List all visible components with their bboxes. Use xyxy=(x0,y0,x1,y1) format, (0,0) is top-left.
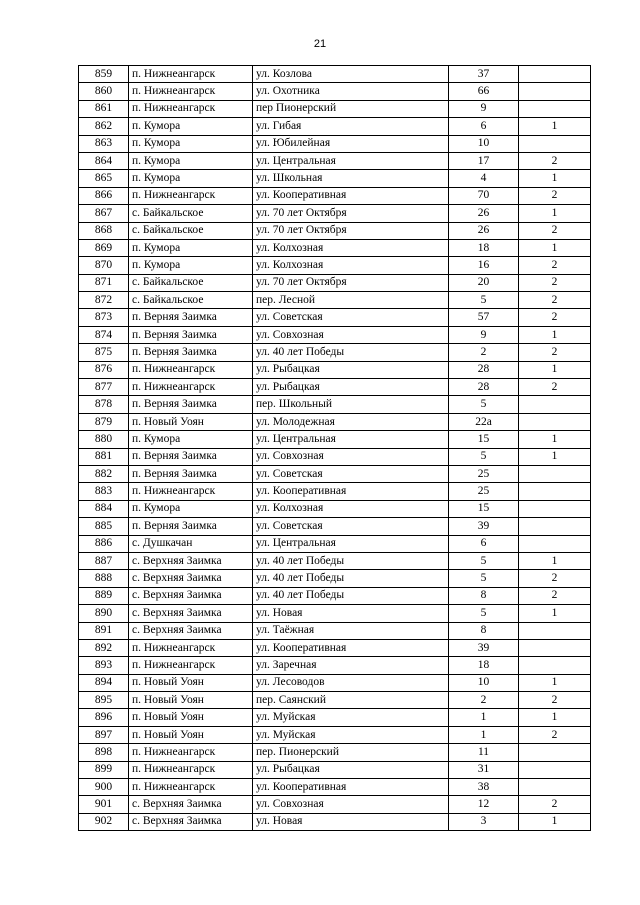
count-cell: 2 xyxy=(519,570,591,587)
house-number-cell: 5 xyxy=(449,448,519,465)
house-number-cell: 26 xyxy=(449,205,519,222)
count-cell: 1 xyxy=(519,448,591,465)
house-number-cell: 11 xyxy=(449,744,519,761)
street-cell: ул. Советская xyxy=(253,309,449,326)
row-number-cell: 898 xyxy=(79,744,129,761)
settlement-cell: п. Кумора xyxy=(129,239,253,256)
house-number-cell: 5 xyxy=(449,552,519,569)
house-number-cell: 5 xyxy=(449,396,519,413)
count-cell: 2 xyxy=(519,726,591,743)
settlement-cell: п. Верняя Заимка xyxy=(129,344,253,361)
settlement-cell: п. Кумора xyxy=(129,257,253,274)
table-row xyxy=(79,587,591,604)
count-cell xyxy=(519,396,591,413)
house-number-cell: 17 xyxy=(449,152,519,169)
row-number-cell: 861 xyxy=(79,100,129,117)
table-row xyxy=(79,674,591,691)
row-number-cell: 901 xyxy=(79,796,129,813)
row-number-cell: 866 xyxy=(79,187,129,204)
house-number-cell: 5 xyxy=(449,570,519,587)
row-number-cell: 894 xyxy=(79,674,129,691)
count-cell: 2 xyxy=(519,379,591,396)
street-cell: ул. Совхозная xyxy=(253,326,449,343)
settlement-cell: п. Новый Уоян xyxy=(129,413,253,430)
house-number-cell: 10 xyxy=(449,135,519,152)
house-number-cell: 15 xyxy=(449,500,519,517)
row-number-cell: 877 xyxy=(79,379,129,396)
street-cell: ул. Молодежная xyxy=(253,413,449,430)
house-number-cell: 1 xyxy=(449,709,519,726)
count-cell xyxy=(519,413,591,430)
table-row xyxy=(79,83,591,100)
row-number-cell: 860 xyxy=(79,83,129,100)
row-number-cell: 899 xyxy=(79,761,129,778)
table-row xyxy=(79,187,591,204)
count-cell: 1 xyxy=(519,674,591,691)
count-cell: 2 xyxy=(519,796,591,813)
house-number-cell: 8 xyxy=(449,622,519,639)
settlement-cell: с. Байкальское xyxy=(129,292,253,309)
count-cell: 1 xyxy=(519,205,591,222)
house-number-cell: 4 xyxy=(449,170,519,187)
street-cell: ул. 70 лет Октября xyxy=(253,222,449,239)
street-cell: ул. Колхозная xyxy=(253,239,449,256)
street-cell: ул. Козлова xyxy=(253,66,449,83)
house-number-cell: 39 xyxy=(449,518,519,535)
row-number-cell: 862 xyxy=(79,118,129,135)
street-cell: ул. Совхозная xyxy=(253,448,449,465)
street-cell: ул. 40 лет Победы xyxy=(253,570,449,587)
row-number-cell: 871 xyxy=(79,274,129,291)
street-cell: ул. Центральная xyxy=(253,152,449,169)
street-cell: ул. Охотника xyxy=(253,83,449,100)
count-cell: 2 xyxy=(519,692,591,709)
house-number-cell: 38 xyxy=(449,779,519,796)
settlement-cell: с. Байкальское xyxy=(129,205,253,222)
house-number-cell: 18 xyxy=(449,239,519,256)
settlement-cell: с. Верхняя Заимка xyxy=(129,587,253,604)
table-row xyxy=(79,500,591,517)
house-number-cell: 25 xyxy=(449,465,519,482)
count-cell xyxy=(519,535,591,552)
street-cell: ул. Колхозная xyxy=(253,257,449,274)
row-number-cell: 865 xyxy=(79,170,129,187)
row-number-cell: 864 xyxy=(79,152,129,169)
street-cell: пер. Пионерский xyxy=(253,744,449,761)
table-row xyxy=(79,761,591,778)
count-cell: 1 xyxy=(519,170,591,187)
settlement-cell: п. Нижнеангарск xyxy=(129,639,253,656)
count-cell: 1 xyxy=(519,431,591,448)
settlement-cell: с. Верхняя Заимка xyxy=(129,622,253,639)
house-number-cell: 9 xyxy=(449,100,519,117)
table-row xyxy=(79,431,591,448)
count-cell: 1 xyxy=(519,239,591,256)
row-number-cell: 893 xyxy=(79,657,129,674)
table-row xyxy=(79,779,591,796)
settlement-cell: п. Кумора xyxy=(129,152,253,169)
count-cell: 2 xyxy=(519,587,591,604)
row-number-cell: 902 xyxy=(79,813,129,830)
settlement-cell: п. Нижнеангарск xyxy=(129,779,253,796)
street-cell: ул. Рыбацкая xyxy=(253,361,449,378)
settlement-cell: с. Верхняя Заимка xyxy=(129,605,253,622)
table-row xyxy=(79,152,591,169)
settlement-cell: п. Верняя Заимка xyxy=(129,465,253,482)
street-cell: ул. 40 лет Победы xyxy=(253,552,449,569)
settlement-cell: с. Верхняя Заимка xyxy=(129,813,253,830)
settlement-cell: с. Душкачан xyxy=(129,535,253,552)
settlement-cell: п. Нижнеангарск xyxy=(129,83,253,100)
count-cell: 2 xyxy=(519,274,591,291)
count-cell xyxy=(519,500,591,517)
house-number-cell: 18 xyxy=(449,657,519,674)
table-row xyxy=(79,622,591,639)
table-row xyxy=(79,570,591,587)
street-cell: ул. Советская xyxy=(253,518,449,535)
count-cell xyxy=(519,639,591,656)
street-cell: ул. Советская xyxy=(253,465,449,482)
house-number-cell: 26 xyxy=(449,222,519,239)
count-cell xyxy=(519,66,591,83)
table-row xyxy=(79,135,591,152)
table-row xyxy=(79,274,591,291)
row-number-cell: 891 xyxy=(79,622,129,639)
house-number-cell: 10 xyxy=(449,674,519,691)
count-cell: 1 xyxy=(519,605,591,622)
street-cell: пер. Школьный xyxy=(253,396,449,413)
house-number-cell: 5 xyxy=(449,292,519,309)
table-row xyxy=(79,465,591,482)
count-cell xyxy=(519,518,591,535)
count-cell xyxy=(519,83,591,100)
house-number-cell: 9 xyxy=(449,326,519,343)
row-number-cell: 859 xyxy=(79,66,129,83)
house-number-cell: 37 xyxy=(449,66,519,83)
settlement-cell: п. Новый Уоян xyxy=(129,726,253,743)
table-row xyxy=(79,692,591,709)
row-number-cell: 883 xyxy=(79,483,129,500)
house-number-cell: 66 xyxy=(449,83,519,100)
row-number-cell: 900 xyxy=(79,779,129,796)
page-number: 21 xyxy=(313,38,327,50)
row-number-cell: 880 xyxy=(79,431,129,448)
settlement-cell: п. Нижнеангарск xyxy=(129,657,253,674)
street-cell: ул. 40 лет Победы xyxy=(253,344,449,361)
row-number-cell: 863 xyxy=(79,135,129,152)
house-number-cell: 6 xyxy=(449,118,519,135)
settlement-cell: п. Верняя Заимка xyxy=(129,326,253,343)
house-number-cell: 5 xyxy=(449,605,519,622)
house-number-cell: 2 xyxy=(449,692,519,709)
row-number-cell: 874 xyxy=(79,326,129,343)
row-number-cell: 896 xyxy=(79,709,129,726)
table-row xyxy=(79,326,591,343)
settlement-cell: п. Кумора xyxy=(129,118,253,135)
row-number-cell: 870 xyxy=(79,257,129,274)
row-number-cell: 868 xyxy=(79,222,129,239)
count-cell: 2 xyxy=(519,187,591,204)
house-number-cell: 2 xyxy=(449,344,519,361)
street-cell: ул. Таёжная xyxy=(253,622,449,639)
row-number-cell: 892 xyxy=(79,639,129,656)
row-number-cell: 872 xyxy=(79,292,129,309)
settlement-cell: п. Нижнеангарск xyxy=(129,187,253,204)
house-number-cell: 15 xyxy=(449,431,519,448)
house-number-cell: 39 xyxy=(449,639,519,656)
street-cell: ул. Кооперативная xyxy=(253,187,449,204)
settlement-cell: с. Верхняя Заимка xyxy=(129,570,253,587)
table-row xyxy=(79,796,591,813)
row-number-cell: 878 xyxy=(79,396,129,413)
table-row xyxy=(79,361,591,378)
house-number-cell: 57 xyxy=(449,309,519,326)
house-number-cell: 25 xyxy=(449,483,519,500)
row-number-cell: 890 xyxy=(79,605,129,622)
house-number-cell: 31 xyxy=(449,761,519,778)
count-cell: 2 xyxy=(519,152,591,169)
settlement-cell: п. Новый Уоян xyxy=(129,709,253,726)
row-number-cell: 888 xyxy=(79,570,129,587)
table-row xyxy=(79,448,591,465)
row-number-cell: 885 xyxy=(79,518,129,535)
house-number-cell: 12 xyxy=(449,796,519,813)
street-cell: ул. Совхозная xyxy=(253,796,449,813)
street-cell: ул. Рыбацкая xyxy=(253,761,449,778)
count-cell xyxy=(519,465,591,482)
settlement-cell: п. Нижнеангарск xyxy=(129,66,253,83)
street-cell: ул. Рыбацкая xyxy=(253,379,449,396)
house-number-cell: 8 xyxy=(449,587,519,604)
table-row xyxy=(79,100,591,117)
street-cell: пер Пионерский xyxy=(253,100,449,117)
table-row xyxy=(79,657,591,674)
street-cell: ул. Новая xyxy=(253,813,449,830)
row-number-cell: 884 xyxy=(79,500,129,517)
house-number-cell: 20 xyxy=(449,274,519,291)
house-number-cell: 6 xyxy=(449,535,519,552)
table-row xyxy=(79,813,591,830)
table-row xyxy=(79,257,591,274)
street-cell: ул. Кооперативная xyxy=(253,483,449,500)
settlement-cell: п. Кумора xyxy=(129,431,253,448)
settlement-cell: п. Нижнеангарск xyxy=(129,379,253,396)
count-cell: 2 xyxy=(519,222,591,239)
house-number-cell: 70 xyxy=(449,187,519,204)
table-row xyxy=(79,726,591,743)
street-cell: ул. Центральная xyxy=(253,535,449,552)
house-number-cell: 16 xyxy=(449,257,519,274)
street-cell: ул. Заречная xyxy=(253,657,449,674)
street-cell: ул. Муйская xyxy=(253,726,449,743)
settlement-cell: п. Новый Уоян xyxy=(129,692,253,709)
house-number-cell: 1 xyxy=(449,726,519,743)
settlement-cell: с. Верхняя Заимка xyxy=(129,796,253,813)
settlement-cell: с. Байкальское xyxy=(129,222,253,239)
table-row xyxy=(79,118,591,135)
row-number-cell: 897 xyxy=(79,726,129,743)
table-row xyxy=(79,309,591,326)
address-table-body xyxy=(79,66,591,831)
table-row xyxy=(79,239,591,256)
settlement-cell: п. Верняя Заимка xyxy=(129,396,253,413)
table-row xyxy=(79,344,591,361)
table-row xyxy=(79,66,591,83)
count-cell xyxy=(519,657,591,674)
row-number-cell: 867 xyxy=(79,205,129,222)
house-number-cell: 22а xyxy=(449,413,519,430)
count-cell xyxy=(519,779,591,796)
row-number-cell: 889 xyxy=(79,587,129,604)
count-cell: 2 xyxy=(519,344,591,361)
row-number-cell: 873 xyxy=(79,309,129,326)
row-number-cell: 875 xyxy=(79,344,129,361)
settlement-cell: п. Нижнеангарск xyxy=(129,483,253,500)
count-cell: 1 xyxy=(519,361,591,378)
row-number-cell: 882 xyxy=(79,465,129,482)
row-number-cell: 886 xyxy=(79,535,129,552)
settlement-cell: п. Нижнеангарск xyxy=(129,361,253,378)
street-cell: ул. 70 лет Октября xyxy=(253,205,449,222)
street-cell: ул. Юбилейная xyxy=(253,135,449,152)
row-number-cell: 887 xyxy=(79,552,129,569)
count-cell: 1 xyxy=(519,326,591,343)
house-number-cell: 28 xyxy=(449,379,519,396)
table-row xyxy=(79,518,591,535)
house-number-cell: 3 xyxy=(449,813,519,830)
table-row xyxy=(79,744,591,761)
street-cell: ул. Новая xyxy=(253,605,449,622)
count-cell xyxy=(519,761,591,778)
table-row xyxy=(79,413,591,430)
table-row xyxy=(79,396,591,413)
settlement-cell: п. Кумора xyxy=(129,170,253,187)
count-cell: 2 xyxy=(519,309,591,326)
count-cell xyxy=(519,483,591,500)
count-cell: 1 xyxy=(519,813,591,830)
settlement-cell: с. Байкальское xyxy=(129,274,253,291)
count-cell xyxy=(519,622,591,639)
count-cell: 1 xyxy=(519,709,591,726)
count-cell xyxy=(519,135,591,152)
house-number-cell: 28 xyxy=(449,361,519,378)
settlement-cell: п. Нижнеангарск xyxy=(129,100,253,117)
settlement-cell: п. Верняя Заимка xyxy=(129,448,253,465)
street-cell: ул. 40 лет Победы xyxy=(253,587,449,604)
street-cell: ул. Кооперативная xyxy=(253,779,449,796)
settlement-cell: п. Кумора xyxy=(129,500,253,517)
table-row xyxy=(79,292,591,309)
table-row xyxy=(79,605,591,622)
street-cell: ул. Центральная xyxy=(253,431,449,448)
settlement-cell: п. Новый Уоян xyxy=(129,674,253,691)
street-cell: пер. Лесной xyxy=(253,292,449,309)
table-row xyxy=(79,552,591,569)
table-row xyxy=(79,379,591,396)
street-cell: пер. Саянский xyxy=(253,692,449,709)
row-number-cell: 895 xyxy=(79,692,129,709)
settlement-cell: п. Нижнеангарск xyxy=(129,744,253,761)
table-row xyxy=(79,639,591,656)
count-cell xyxy=(519,100,591,117)
settlement-cell: п. Верняя Заимка xyxy=(129,309,253,326)
street-cell: ул. Гибая xyxy=(253,118,449,135)
table-row xyxy=(79,709,591,726)
address-table xyxy=(78,65,591,831)
table-row xyxy=(79,170,591,187)
settlement-cell: п. Кумора xyxy=(129,135,253,152)
row-number-cell: 881 xyxy=(79,448,129,465)
count-cell: 2 xyxy=(519,292,591,309)
count-cell: 2 xyxy=(519,257,591,274)
street-cell: ул. Кооперативная xyxy=(253,639,449,656)
street-cell: ул. Муйская xyxy=(253,709,449,726)
settlement-cell: п. Верняя Заимка xyxy=(129,518,253,535)
count-cell: 1 xyxy=(519,118,591,135)
row-number-cell: 876 xyxy=(79,361,129,378)
settlement-cell: п. Нижнеангарск xyxy=(129,761,253,778)
count-cell xyxy=(519,744,591,761)
settlement-cell: с. Верхняя Заимка xyxy=(129,552,253,569)
row-number-cell: 879 xyxy=(79,413,129,430)
table-row xyxy=(79,535,591,552)
count-cell: 1 xyxy=(519,552,591,569)
row-number-cell: 869 xyxy=(79,239,129,256)
table-row xyxy=(79,222,591,239)
street-cell: ул. Школьная xyxy=(253,170,449,187)
street-cell: ул. Лесоводов xyxy=(253,674,449,691)
table-row xyxy=(79,205,591,222)
table-row xyxy=(79,483,591,500)
street-cell: ул. 70 лет Октября xyxy=(253,274,449,291)
street-cell: ул. Колхозная xyxy=(253,500,449,517)
